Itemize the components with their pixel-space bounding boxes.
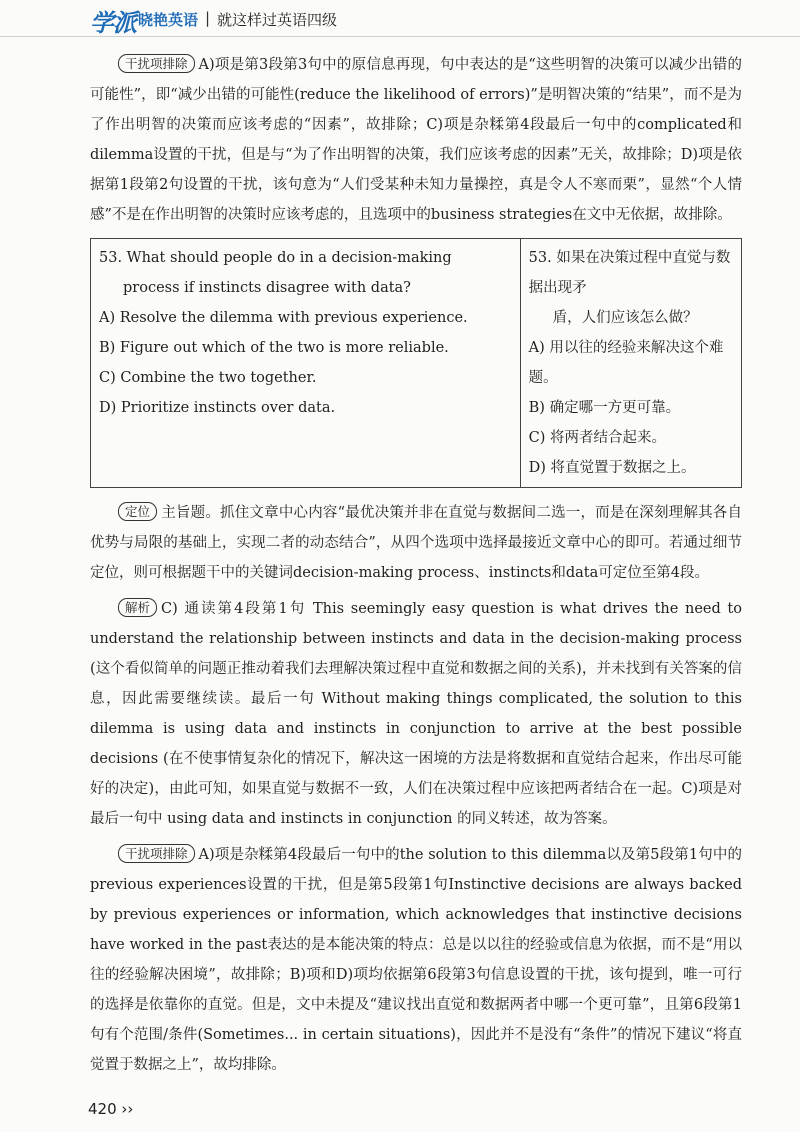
option-a-en: A) Resolve the dilemma with previous experience.	[99, 310, 468, 326]
option-b-zh: B) 确定哪一方更可靠。	[528, 400, 681, 416]
question-stem-en	[99, 243, 512, 303]
distractor-tag: 干扰项排除	[118, 54, 195, 73]
page-header	[0, 0, 800, 37]
page-content	[90, 50, 742, 1086]
distractor-analysis-2	[90, 840, 742, 1080]
stem-line: 53. What should people do in a decision-making	[99, 250, 452, 266]
option-a-zh: A) 用以往的经验来解决这个难题。	[528, 340, 724, 386]
option-c-en: C) Combine the two together.	[99, 370, 317, 386]
brand-name: 晓艳英语	[138, 11, 199, 29]
distractor-text: A)项是杂糅第4段最后一句中的the solution to this dilemma以及第5段第1句中的previous experiences设置的干扰，但是第5段第1句Instinctive decisions are always backed by previous experiences or information, which acknowledges that instinctive decisions have worked in the past表达的是本能决策的特点：总是以以往的经验或信息为依据，而不是“用以往的经验解决困境”，故排除；B)项和D)项均依据第6段第3句信息设置的干扰，该句提到，唯一可行的选择是依靠你的直觉。但是，文中未提及“建议找出直觉和数据两者中哪一个更可靠”，且第6段第1句有个范围/条件(Sometimes... in certain situations)，因此并不是没有“条件”的情况下建议“将直觉置于数据之上”，故均排除。	[90, 847, 742, 1073]
distractor-tag: 干扰项排除	[118, 844, 195, 863]
question-table	[90, 238, 742, 488]
analysis-text: C) 通读第4段第1句 This seemingly easy question is what drives the need to understand the relationship between instincts and data in the decision-making process (这个看似简单的问题正推动着我们去理解决策过程中直觉和数据之间的关系)，并未找到有关答案的信息，因此需要继续读。最后一句 Without making things complicated, the solution to this dilemma is using data and instincts in conjunction to arrive at the best possible decisions (在不使事情复杂化的情况下，解决这一困境的方法是将数据和直觉结合起来，作出尽可能好的决定)，由此可知，如果直觉与数据不一致，人们在决策过程中应该把两者结合在一起。C)项是对最后一句中 using data and instincts in conjunction 的同义转述，故为答案。	[90, 601, 742, 827]
question-stem-zh	[529, 243, 733, 333]
question-english	[91, 239, 521, 488]
analysis-section	[90, 594, 742, 834]
location-text: 主旨题。抓住文章中心内容“最优决策并非在直觉与数据间二选一，而是在深刻理解其各自优势与局限的基础上，实现二者的动态结合”，从四个选项中选择最接近文章中心的即可。若通过细节定位，则可根据题干中的关键词decision-making process、instincts和data可定位至第4段。	[90, 505, 742, 581]
analysis-tag: 解析	[118, 598, 157, 617]
distractor-text: A)项是第3段第3句中的原信息再现，句中表达的是“这些明智的决策可以减少出错的可能性”，即“减少出错的可能性(reduce the likelihood of errors)”是明智决策的“结果”，而不是为了作出明智的决策而应该考虑的“因素”，故排除；C)项是杂糅第4段最后一句中的complicated和dilemma设置的干扰，但是与“为了作出明智的决策，我们应该考虑的因素”无关，故排除；D)项是依据第1段第2句设置的干扰，该句意为“人们受某种未知力量操控，真是令人不寒而栗”，显然“个人情感”不是在作出明智的决策时应该考虑的，且选项中的business strategies在文中无依据，故排除。	[90, 57, 742, 223]
option-b-en: B) Figure out which of the two is more reliable.	[99, 340, 449, 356]
option-d-en: D) Prioritize instincts over data.	[99, 400, 336, 416]
location-tag: 定位	[118, 502, 157, 521]
header-separator: |	[205, 9, 211, 27]
distractor-analysis-1	[90, 50, 742, 230]
stem-line: 53. 如果在决策过程中直觉与数据出现矛	[528, 250, 731, 296]
stem-line: 盾，人们应该怎么做？	[552, 310, 698, 326]
book-title: 就这样过英语四级	[217, 11, 338, 29]
question-chinese	[520, 239, 741, 488]
location-section	[90, 498, 742, 588]
option-c-zh: C) 将两者结合起来。	[528, 430, 667, 446]
option-d-zh: D) 将直觉置于数据之上。	[528, 460, 696, 476]
brand-logo: 学派	[90, 9, 136, 37]
page-number: 420 ››	[88, 1100, 134, 1118]
stem-line: process if instincts disagree with data?	[123, 280, 411, 296]
